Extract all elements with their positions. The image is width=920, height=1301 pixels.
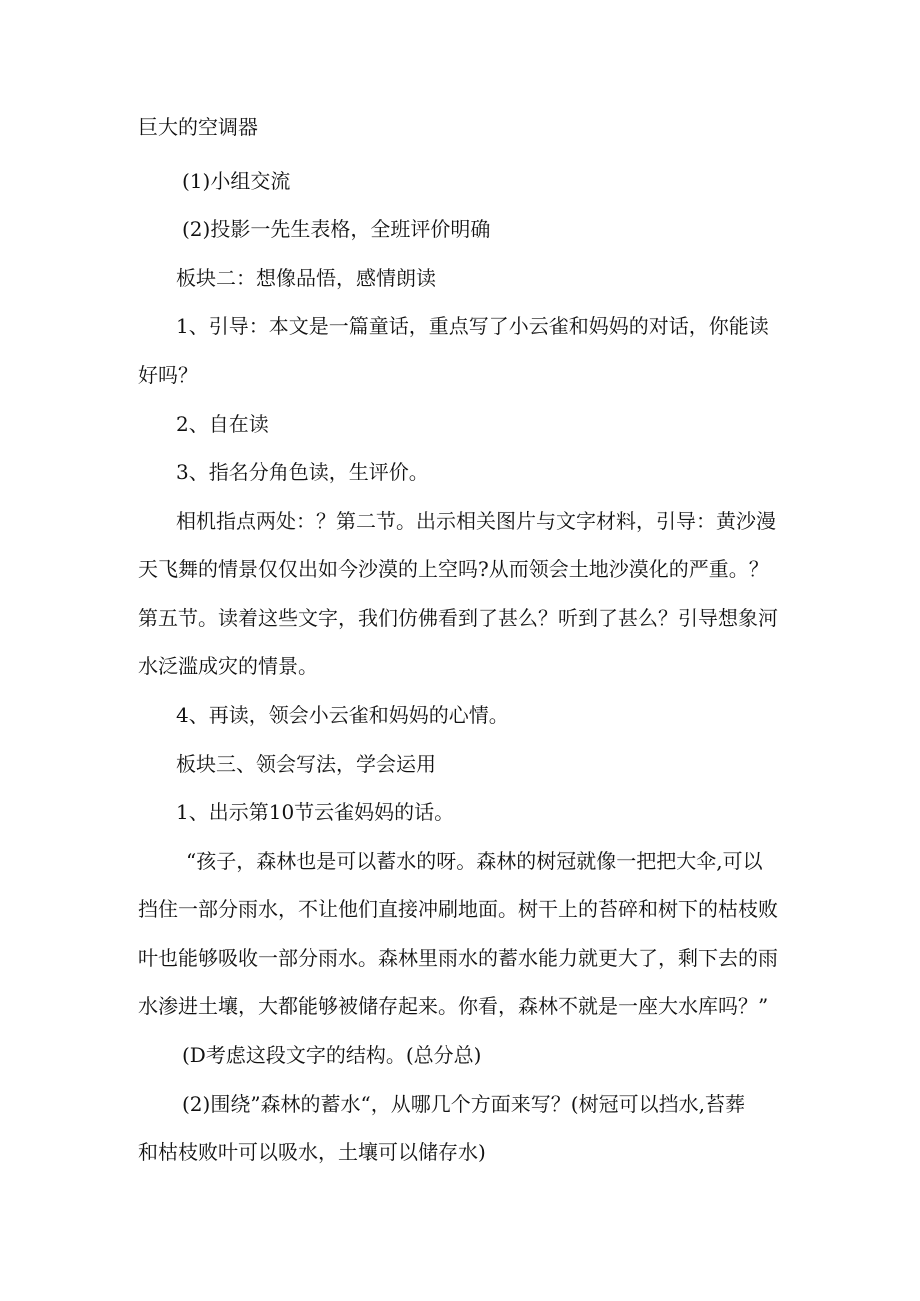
text-line-guide: 1、引导：本文是一篇童话，重点写了小云雀和妈妈的对话，你能读 (176, 314, 769, 338)
text-line-free-read: 2、自在读 (176, 412, 269, 436)
quote-line: 水渗进土壤，大都能够被储存起来。你看，森林不就是一座大水库吗？” (138, 994, 769, 1018)
paragraph-line: 天飞舞的情景仅仅出如今沙漠的上空吗?从而领会土地沙漠化的严重。？ (138, 557, 769, 581)
text-line-aspects-cont: 和枯枝败叶可以吸水，土壤可以储存水) (138, 1140, 486, 1164)
text-line-aspects: (2)围绕”森林的蓄水“，从哪几个方面来写？(树冠可以挡水,苔葬 (182, 1092, 745, 1116)
paragraph-line: 相机指点两处：？第二节。出示相关图片与文字材料，引导：黄沙漫 (176, 509, 776, 533)
text-line-structure: (D考虑这段文字的结构。(总分总) (182, 1043, 482, 1067)
text-line-guide-cont: 好吗？ (138, 363, 198, 387)
text-line-continuation: 巨大的空调器 (138, 115, 258, 139)
text-line-role-read: 3、指名分角色读，生评价。 (176, 460, 429, 484)
section-heading-2: 板块二：想像品悟，感情朗读 (176, 266, 436, 290)
text-line-show-quote: 1、出示第10节云雀妈妈的话。 (176, 800, 455, 824)
quote-line: 挡住一部分雨水，不让他们直接冲刷地面。树干上的苔碎和树下的枯枝败 (138, 897, 778, 921)
text-line-reread: 4、再读，领会小云雀和妈妈的心情。 (176, 703, 509, 727)
quote-line: 叶也能够吸收一部分雨水。森林里雨水的蓄水能力就更大了，剩下去的雨 (138, 946, 778, 970)
text-line-item-2: (2)投影一先生表格，全班评价明确 (182, 217, 491, 241)
quote-line: “孩子，森林也是可以蓄水的呀。森林的树冠就像一把把大伞,可以 (186, 849, 763, 873)
section-heading-3: 板块三、领会写法，学会运用 (176, 752, 436, 776)
text-line-item-1: (1)小组交流 (182, 169, 291, 193)
paragraph-line: 第五节。读着这些文字，我们仿佛看到了甚么？听到了甚么？引导想象河 (138, 606, 778, 630)
paragraph-line: 水泛滥成灾的情景。 (138, 654, 318, 678)
